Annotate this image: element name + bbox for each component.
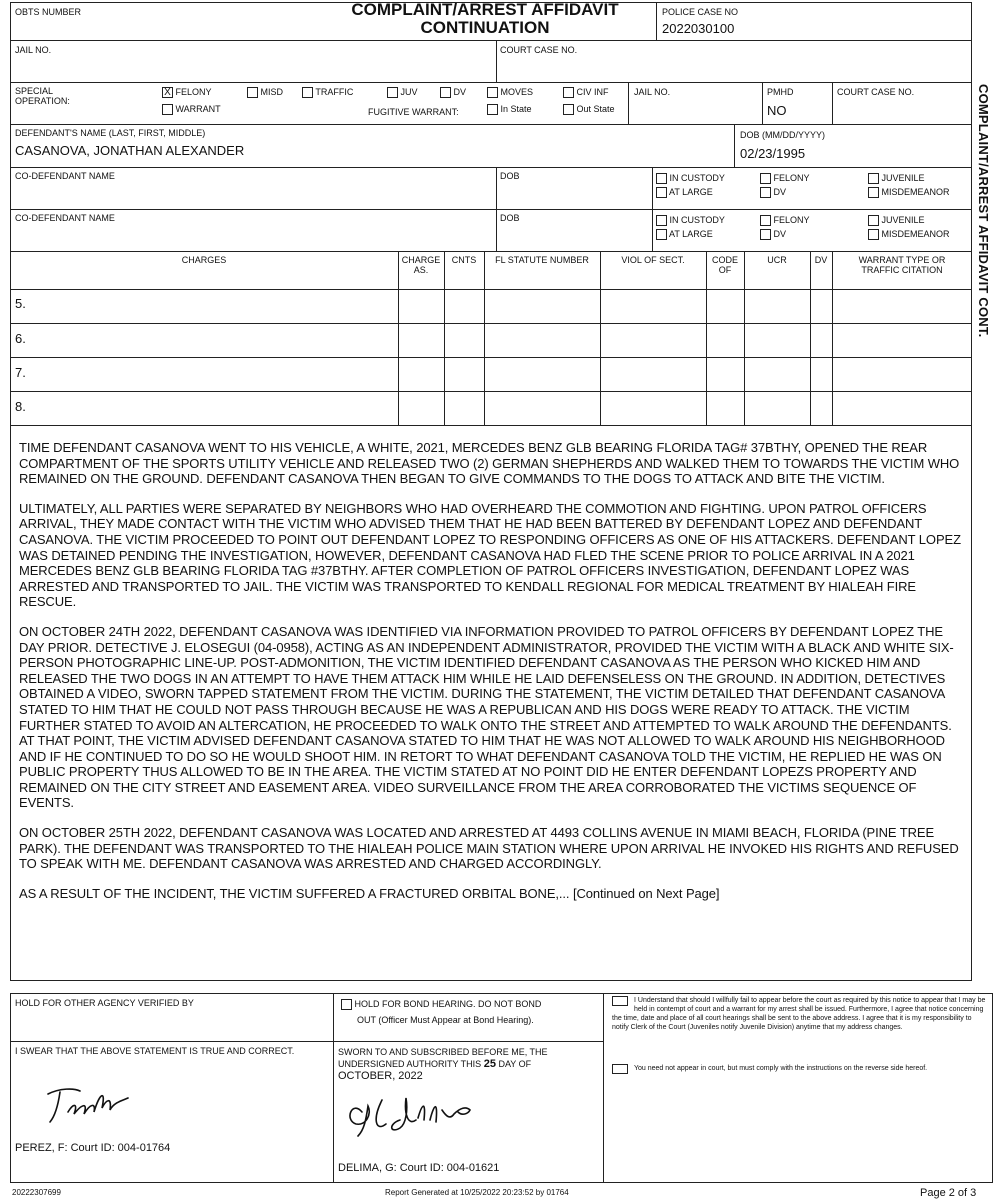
codef1-at-large-checkbox[interactable] bbox=[656, 187, 667, 198]
dv-checkbox[interactable] bbox=[440, 87, 451, 98]
jail-no-label-2: JAIL NO. bbox=[634, 87, 671, 97]
charge-as-header: CHARGE AS. bbox=[401, 255, 441, 275]
cnts-header: CNTS bbox=[451, 255, 477, 265]
moves-checkbox[interactable] bbox=[487, 87, 498, 98]
form-title-line1: COMPLAINT/ARREST AFFIDAVIT bbox=[351, 0, 619, 19]
document-id: 20222307699 bbox=[12, 1188, 61, 1197]
civ-inf-option[interactable]: CIV INF bbox=[563, 87, 609, 98]
officer-signature bbox=[40, 1082, 140, 1127]
narrative-paragraph-1: TIME DEFENDANT CASANOVA WENT TO HIS VEHICLE, A WHITE, 2021, MERCEDES BENZ GLB BEARING FLORIDA TAG# 37BTHY, OPENED THE REAR COMPARTMENT OF THE SPORTS UTILITY VEHICLE AND RELEASED TWO (2) GERMAN SHEPHERDS AND WALKED THEM TO TOWARDS THE VICTIM WHO REMAINED ON THE GROUND. DEFENDANT CASANOVA THEN BEGAN TO GIVE COMMANDS TO THE DOGS TO ATTACK AND BITE THE VICTIM. bbox=[19, 440, 960, 487]
hold-bond-checkbox[interactable] bbox=[341, 999, 352, 1010]
traffic-checkbox[interactable] bbox=[302, 87, 313, 98]
narrative-paragraph-2: ULTIMATELY, ALL PARTIES WERE SEPARATED BY NEIGHBORS WHO HAD OVERHEARD THE COMMOTION AND FIGHTING. UPON PATROL OFFICERS ARRIVAL, THEY MADE CONTACT WITH THE VICTIM WHO ADVISED THEM THAT HE HAD BEEN BATTERED BY DEFENDANT LOPEZ AND DEFENDANT CASANOVA. THE VICTIM PROCEEDED TO POINT OUT DEFENDANT LOPEZ TO RESPONDING OFFICERS AS ONE OF HIS ATTACKERS. DEFENDANT LOPEZ WAS DETAINED PENDING THE INVESTIGATION, HOWEVER, DEFENDANT CASANOVA HAD FLED THE SCENE PRIOR TO POLICE ARRIVAL IN A 2021 MERCEDES BENZ GLB BEARING FLORIDA TAG #37BTHY. AFTER COMPLETION OF PATROL OFFICERS INVESTIGATION, DEFENDANT LOPEZ WAS ARRESTED AND TRANSPORTED TO JAIL. THE VICTIM WAS TRANSPORTED TO KENDALL REGIONAL FOR MEDICAL TREATMENT BY HIALEAH FIRE RESCUE. bbox=[19, 500, 961, 610]
warrant-option[interactable]: WARRANT bbox=[162, 104, 221, 115]
codef1-juvenile[interactable]: JUVENILE MISDEMEANOR bbox=[868, 171, 950, 199]
need-not-appear-checkbox[interactable] bbox=[612, 1064, 628, 1074]
codef2-felony-checkbox[interactable] bbox=[760, 215, 771, 226]
felony-option[interactable]: X FELONY bbox=[162, 87, 212, 98]
form-title-line2: CONTINUATION bbox=[420, 18, 550, 37]
special-operation-label: SPECIAL OPERATION: bbox=[15, 86, 70, 106]
charge-row-6: 6. bbox=[15, 331, 26, 346]
dv-header: DV bbox=[814, 255, 828, 265]
hold-other-agency: HOLD FOR OTHER AGENCY VERIFIED BY bbox=[15, 998, 194, 1008]
codef2-at-large-checkbox[interactable] bbox=[656, 229, 667, 240]
narrative bbox=[19, 440, 965, 915]
understand-checkbox[interactable] bbox=[612, 996, 628, 1006]
report-generated: Report Generated at 10/25/2022 20:23:52 by 01764 bbox=[385, 1188, 569, 1197]
obts-label: OBTS NUMBER bbox=[15, 7, 82, 17]
need-not-appear-option[interactable]: You need not appear in court, but must comply with the instructions on the reverse side hereof. bbox=[612, 1064, 988, 1074]
felony-checkbox[interactable]: X bbox=[162, 87, 173, 98]
codef1-misdemeanor-checkbox[interactable] bbox=[868, 187, 879, 198]
statute-header: FL STATUTE NUMBER bbox=[495, 255, 589, 265]
warrant-checkbox[interactable] bbox=[162, 104, 173, 115]
hold-bond-option[interactable]: HOLD FOR BOND HEARING. DO NOT BOND OUT (Officer Must Appear at Bond Hearing). bbox=[341, 996, 599, 1028]
charge-row-8: 8. bbox=[15, 399, 26, 414]
dv-option[interactable]: DV bbox=[440, 87, 466, 98]
misd-checkbox[interactable] bbox=[247, 87, 258, 98]
narrative-paragraph-4: ON OCTOBER 25TH 2022, DEFENDANT CASANOVA WAS LOCATED AND ARRESTED AT 4493 COLLINS AVENUE IN MIAMI BEACH, FLORIDA (PINE TREE PARK). THE DEFENDANT WAS TRANSPORTED TO THE HIALEAH POLICE MAIN STATION WHERE UPON ARRIVAL HE INVOKED HIS RIGHTS AND REFUSED TO SPEAK WITH ME. DEFENDANT CASANOVA WAS ARRESTED AND CHARGED ACCORDINGLY. bbox=[19, 825, 959, 872]
narrative-paragraph-5: AS A RESULT OF THE INCIDENT, THE VICTIM SUFFERED A FRACTURED ORBITAL BONE,... [Continued on Next Page] bbox=[19, 885, 720, 901]
codef2-felony[interactable]: FELONY DV bbox=[760, 213, 810, 241]
defendant-name-label: DEFENDANT'S NAME (LAST, FIRST, MIDDLE) bbox=[15, 128, 206, 138]
codef1-in-custody-checkbox[interactable] bbox=[656, 173, 667, 184]
defendant-dob: 02/23/1995 bbox=[740, 146, 806, 161]
codefendant-1-label: CO-DEFENDANT NAME bbox=[15, 171, 115, 181]
code-header: CODE OF bbox=[711, 255, 738, 275]
codefendant-2-label: CO-DEFENDANT NAME bbox=[15, 213, 115, 223]
juv-option[interactable]: JUV bbox=[387, 87, 418, 98]
codef2-juvenile[interactable]: JUVENILE MISDEMEANOR bbox=[868, 213, 950, 241]
codef2-custody[interactable]: IN CUSTODY AT LARGE bbox=[656, 213, 725, 241]
traffic-option[interactable]: TRAFFIC bbox=[302, 87, 353, 98]
form-title bbox=[325, 1, 645, 37]
codefendant-1-dob-label: DOB bbox=[500, 171, 520, 181]
warrant-type-header: WARRANT TYPE OR TRAFFIC CITATION bbox=[858, 255, 946, 275]
misd-option[interactable]: MISD bbox=[247, 87, 283, 98]
police-case-number: 2022030100 bbox=[662, 21, 735, 36]
codef1-custody[interactable]: IN CUSTODY AT LARGE bbox=[656, 171, 725, 199]
page-number: Page 2 of 3 bbox=[920, 1187, 977, 1199]
police-case-label: POLICE CASE NO bbox=[662, 7, 739, 17]
codef2-juvenile-checkbox[interactable] bbox=[868, 215, 879, 226]
civ-inf-checkbox[interactable] bbox=[563, 87, 574, 98]
sworn-statement: SWORN TO AND SUBSCRIBED BEFORE ME, THE UNDERSIGNED AUTHORITY THIS 25 DAY OF OCTOBER, 2022 bbox=[338, 1047, 548, 1082]
codef2-in-custody-checkbox[interactable] bbox=[656, 215, 667, 226]
codef1-dv-checkbox[interactable] bbox=[760, 187, 771, 198]
sworn-day: 25 bbox=[483, 1058, 496, 1070]
court-case-label-2: COURT CASE NO. bbox=[837, 87, 915, 97]
notary-id: DELIMA, G: Court ID: 004-01621 bbox=[338, 1162, 500, 1174]
moves-option[interactable]: MOVES bbox=[487, 87, 533, 98]
understand-option[interactable]: I Understand that should I willfully fail to appear before the court as required by this notice to appear that I may be held in contempt of court and a warrant for my arrest shall be issued. Furthermore, I agree that notice concerning the time, date and place of all court hearings shall be sent to the above address. I agree that it is my responsibility to notify Clerk of the Court (Juveniles notify Juvenile Division) anytime that my address changes. bbox=[612, 997, 986, 1031]
codef2-misdemeanor-checkbox[interactable] bbox=[868, 229, 879, 240]
charge-row-7: 7. bbox=[15, 365, 26, 380]
charges-header: CHARGES bbox=[181, 255, 227, 265]
codef1-juvenile-checkbox[interactable] bbox=[868, 173, 879, 184]
juv-checkbox[interactable] bbox=[387, 87, 398, 98]
out-state-option[interactable]: Out State bbox=[563, 104, 615, 115]
jail-no-label: JAIL NO. bbox=[15, 45, 52, 55]
officer-id: PEREZ, F: Court ID: 004-01764 bbox=[15, 1142, 171, 1154]
pmhd-label: PMHD bbox=[767, 87, 794, 97]
swear-statement: I SWEAR THAT THE ABOVE STATEMENT IS TRUE AND CORRECT. bbox=[15, 1046, 295, 1056]
codef2-dv-checkbox[interactable] bbox=[760, 229, 771, 240]
narrative-paragraph-3: ON OCTOBER 24TH 2022, DEFENDANT CASANOVA WAS IDENTIFIED VIA INFORMATION PROVIDED TO PATROL OFFICERS BY DEFENDANT LOPEZ THE DAY PRIOR. DETECTIVE J. ELOSEGUI (04-0958), ACTING AS AN INDEPENDENT ADMINISTRATOR, PROVIDED THE VICTIM WITH A BLACK AND WHITE SIX-PERSON PHOTOGRAPHIC LINE-UP. POST-ADMONITION, THE VICTIM IDENTIFIED DEFENDANT CASANOVA AS THE PERSON WHO KICKED HIM AND RELEASED THE TWO DOGS IN AN ATTEMPT TO HAVE THEM ATTACK HIM WHILE HE LAID DEFENSELESS ON THE GROUND. IN ADDITION, DETECTIVES OBTAINED A VIDEO, SWORN TAPPED STATEMENT FROM THE VICTIM. DURING THE STATEMENT, THE VICTIM DETAILED THAT DEFENDANT CASANOVA STATED TO HIM THAT HE COULD NOT PASS THROUGH BECAUSE HE WAS A REPUBLICAN AND HIS DOGS WERE READY TO ATTACK. THE VICTIM FURTHER STATED TO AVOID AN ALTERCATION, HE PROCEEDED TO WALK ONTO THE STREET AND ATTEMPTED TO WALK AROUND THE DEFENDANTS. AT THAT POINT, THE VICTIM ADVISED DEFENDANT CASANOVA STATED TO HIM THAT HE WAS NOT ALLOWED TO WALK AROUND HIS NEIGHBORHOOD AND IF HE CONTINUED TO DO SO HE WOULD SHOOT HIM. IN RETORT TO WHAT DEFENDANT CASANOVA TOLD THE VICTIM, HE REPLIED HE WAS ON PUBLIC PROPERTY THUS ALLOWED TO BE IN THE AREA. THE VICTIM STATED AT NO POINT DID HE ENTER DEFENDANT LOPEZS PROPERTY AND REMAINED ON THE CITY STREET AND EASEMENT AREA. VIDEO SURVEILLANCE FROM THE AREA CORROBORATED THE VICTIMS SEQUENCE OF EVENTS. bbox=[19, 623, 954, 811]
out-state-checkbox[interactable] bbox=[563, 104, 574, 115]
side-label: COMPLAINT/ARREST AFFIDAVIT CONT. bbox=[976, 84, 991, 338]
in-state-option[interactable]: In State bbox=[487, 104, 532, 115]
fugitive-warrant-label: FUGITIVE WARRANT: bbox=[368, 107, 459, 117]
in-state-checkbox[interactable] bbox=[487, 104, 498, 115]
defendant-name: CASANOVA, JONATHAN ALEXANDER bbox=[15, 143, 245, 158]
codefendant-2-dob-label: DOB bbox=[500, 213, 520, 223]
codef1-felony[interactable]: FELONY DV bbox=[760, 171, 810, 199]
viol-header: VIOL OF SECT. bbox=[621, 255, 685, 265]
charge-row-5: 5. bbox=[15, 296, 26, 311]
ucr-header: UCR bbox=[767, 255, 787, 265]
notary-signature bbox=[342, 1090, 502, 1140]
dob-label: DOB (MM/DD/YYYY) bbox=[740, 130, 826, 140]
court-case-label: COURT CASE NO. bbox=[500, 45, 578, 55]
codef1-felony-checkbox[interactable] bbox=[760, 173, 771, 184]
pmhd-value: NO bbox=[767, 103, 787, 118]
